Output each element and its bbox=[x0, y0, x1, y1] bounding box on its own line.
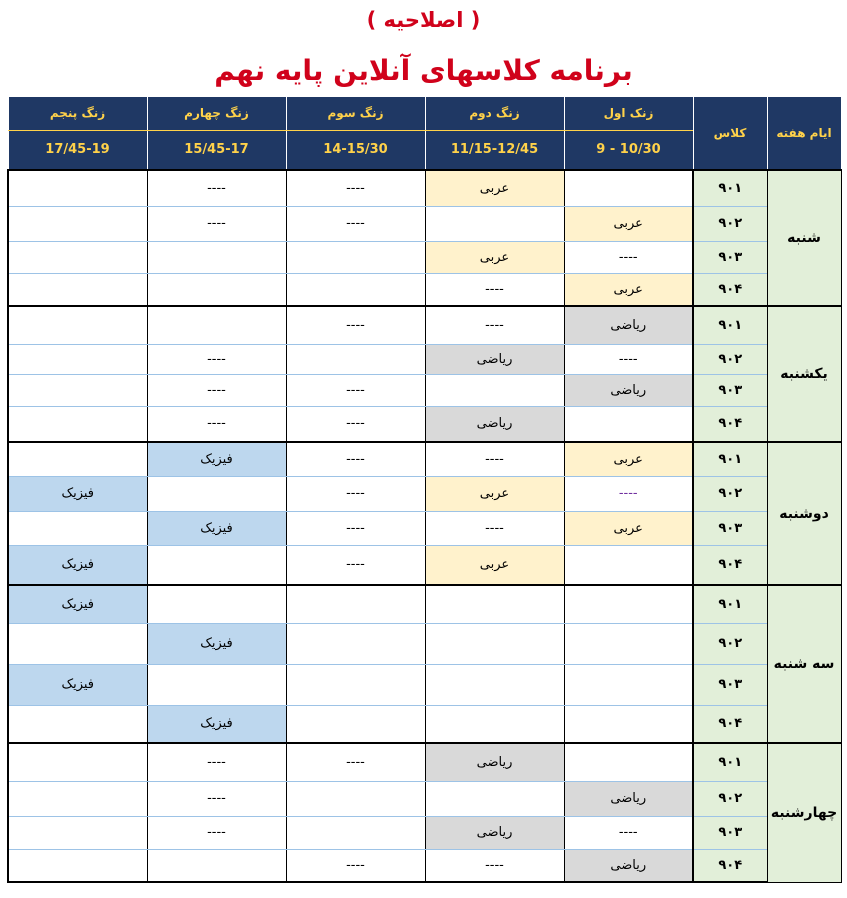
table-row bbox=[8, 816, 841, 849]
schedule-cell: ریاضی bbox=[564, 306, 693, 344]
schedule-cell bbox=[286, 585, 425, 623]
class-number: ۹۰۳ bbox=[693, 511, 767, 545]
table-row bbox=[8, 476, 841, 511]
schedule-cell bbox=[8, 442, 147, 476]
table-row bbox=[8, 743, 841, 781]
schedule-cell bbox=[8, 374, 147, 406]
schedule-cell: ---- bbox=[286, 406, 425, 442]
schedule-cell: ریاضی bbox=[564, 849, 693, 882]
table-row bbox=[8, 664, 841, 705]
schedule-cell bbox=[8, 743, 147, 781]
schedule-cell bbox=[8, 344, 147, 374]
schedule-cell bbox=[8, 241, 147, 273]
class-number: ۹۰۲ bbox=[693, 623, 767, 664]
header-period-3-label: زنگ سوم bbox=[286, 97, 425, 130]
class-number: ۹۰۳ bbox=[693, 664, 767, 705]
schedule-cell bbox=[147, 664, 286, 705]
table-row bbox=[8, 705, 841, 743]
schedule-cell: ریاضی bbox=[564, 374, 693, 406]
class-number: ۹۰۲ bbox=[693, 781, 767, 816]
schedule-cell: ریاضی bbox=[564, 781, 693, 816]
header-period-4-time: 15/45-17 bbox=[147, 130, 286, 170]
schedule-cell bbox=[8, 623, 147, 664]
day-name: شنبه bbox=[767, 170, 841, 306]
schedule-cell: ---- bbox=[147, 206, 286, 241]
schedule-cell: عربی bbox=[564, 273, 693, 306]
header-period-4-label: زنگ چهارم bbox=[147, 97, 286, 130]
schedule-cell bbox=[564, 170, 693, 206]
schedule-cell bbox=[425, 781, 564, 816]
table-row bbox=[8, 170, 841, 206]
class-number: ۹۰۲ bbox=[693, 344, 767, 374]
schedule-table bbox=[7, 97, 842, 883]
schedule-cell: ریاضی bbox=[425, 816, 564, 849]
schedule-cell bbox=[564, 545, 693, 585]
schedule-cell: ---- bbox=[286, 849, 425, 882]
table-row bbox=[8, 545, 841, 585]
schedule-cell bbox=[286, 781, 425, 816]
header-period-1-time: 9 - 10/30 bbox=[564, 130, 693, 170]
class-number: ۹۰۲ bbox=[693, 206, 767, 241]
schedule-cell bbox=[425, 374, 564, 406]
schedule-cell: عربی bbox=[425, 241, 564, 273]
schedule-cell bbox=[564, 743, 693, 781]
table-row bbox=[8, 623, 841, 664]
schedule-cell: ---- bbox=[564, 241, 693, 273]
schedule-cell bbox=[8, 273, 147, 306]
schedule-cell: ---- bbox=[286, 170, 425, 206]
class-number: ۹۰۳ bbox=[693, 241, 767, 273]
schedule-cell: فیزیک bbox=[147, 705, 286, 743]
header-class-column: کلاس bbox=[693, 97, 767, 170]
schedule-cell: ---- bbox=[425, 511, 564, 545]
header-period-1-label: زنک اول bbox=[564, 97, 693, 130]
schedule-cell: ---- bbox=[286, 545, 425, 585]
schedule-cell: ریاضی bbox=[425, 406, 564, 442]
schedule-cell bbox=[564, 406, 693, 442]
schedule-cell bbox=[147, 849, 286, 882]
schedule-cell bbox=[8, 511, 147, 545]
schedule-cell bbox=[425, 664, 564, 705]
table-row bbox=[8, 511, 841, 545]
schedule-cell: ---- bbox=[425, 442, 564, 476]
schedule-cell: ---- bbox=[425, 273, 564, 306]
header-period-2-time: 11/15-12/45 bbox=[425, 130, 564, 170]
class-number: ۹۰۱ bbox=[693, 585, 767, 623]
schedule-cell bbox=[8, 781, 147, 816]
schedule-cell: ---- bbox=[286, 206, 425, 241]
schedule-cell bbox=[425, 585, 564, 623]
schedule-cell: ---- bbox=[286, 442, 425, 476]
schedule-cell bbox=[425, 623, 564, 664]
class-number: ۹۰۴ bbox=[693, 545, 767, 585]
schedule-cell: ---- bbox=[564, 476, 693, 511]
schedule-cell bbox=[8, 705, 147, 743]
schedule-cell: ---- bbox=[286, 476, 425, 511]
schedule-cell: ---- bbox=[286, 743, 425, 781]
class-number: ۹۰۱ bbox=[693, 170, 767, 206]
schedule-cell bbox=[564, 585, 693, 623]
schedule-cell: ---- bbox=[147, 816, 286, 849]
schedule-cell: ---- bbox=[147, 170, 286, 206]
schedule-cell: فیزیک bbox=[8, 664, 147, 705]
schedule-cell bbox=[425, 206, 564, 241]
schedule-cell: ---- bbox=[147, 781, 286, 816]
table-row bbox=[8, 442, 841, 476]
schedule-cell bbox=[286, 344, 425, 374]
schedule-cell bbox=[564, 623, 693, 664]
revision-note: ( اصلاحیه ) bbox=[366, 8, 481, 32]
schedule-body bbox=[8, 170, 841, 882]
schedule-cell bbox=[286, 241, 425, 273]
schedule-cell: ---- bbox=[564, 816, 693, 849]
header-period-3-time: 14-15/30 bbox=[286, 130, 425, 170]
class-number: ۹۰۴ bbox=[693, 705, 767, 743]
day-name: یکشنبه bbox=[767, 306, 841, 442]
class-number: ۹۰۳ bbox=[693, 374, 767, 406]
schedule-cell: عربی bbox=[564, 442, 693, 476]
schedule-cell: ---- bbox=[425, 849, 564, 882]
schedule-cell: ---- bbox=[286, 306, 425, 344]
class-number: ۹۰۳ bbox=[693, 816, 767, 849]
table-row bbox=[8, 306, 841, 344]
schedule-cell bbox=[147, 306, 286, 344]
day-name: چهارشنبه bbox=[767, 743, 841, 882]
schedule-cell: ---- bbox=[147, 406, 286, 442]
schedule-cell bbox=[286, 664, 425, 705]
schedule-cell bbox=[147, 273, 286, 306]
schedule-cell bbox=[425, 705, 564, 743]
schedule-cell: ریاضی bbox=[425, 743, 564, 781]
schedule-cell bbox=[147, 241, 286, 273]
schedule-cell bbox=[286, 705, 425, 743]
table-row bbox=[8, 781, 841, 816]
table-row bbox=[8, 241, 841, 273]
schedule-cell: ---- bbox=[147, 374, 286, 406]
schedule-cell bbox=[564, 664, 693, 705]
schedule-cell: ---- bbox=[286, 511, 425, 545]
page-title: برنامه کلاسهای آنلاین پایه نهم bbox=[214, 54, 633, 87]
schedule-cell bbox=[8, 306, 147, 344]
day-name: دوشنبه bbox=[767, 442, 841, 585]
schedule-cell: فیزیک bbox=[8, 545, 147, 585]
schedule-cell: ---- bbox=[147, 743, 286, 781]
class-number: ۹۰۴ bbox=[693, 406, 767, 442]
header-period-2-label: زنگ دوم bbox=[425, 97, 564, 130]
schedule-cell: فیزیک bbox=[147, 511, 286, 545]
table-row bbox=[8, 206, 841, 241]
class-number: ۹۰۱ bbox=[693, 306, 767, 344]
schedule-cell bbox=[8, 170, 147, 206]
table-row bbox=[8, 849, 841, 882]
schedule-cell bbox=[147, 476, 286, 511]
schedule-cell: عربی bbox=[425, 476, 564, 511]
schedule-cell: فیزیک bbox=[147, 623, 286, 664]
schedule-cell: عربی bbox=[564, 511, 693, 545]
schedule-cell: ---- bbox=[425, 306, 564, 344]
schedule-cell bbox=[8, 206, 147, 241]
header-day-column: ایام هفته bbox=[767, 97, 841, 170]
class-number: ۹۰۱ bbox=[693, 442, 767, 476]
schedule-cell bbox=[147, 545, 286, 585]
schedule-cell: عربی bbox=[425, 545, 564, 585]
schedule-cell bbox=[8, 406, 147, 442]
header-period-5-time: 17/45-19 bbox=[8, 130, 147, 170]
table-row bbox=[8, 585, 841, 623]
header-period-5-label: زنگ پنجم bbox=[8, 97, 147, 130]
schedule-cell: ---- bbox=[147, 344, 286, 374]
schedule-cell bbox=[286, 273, 425, 306]
schedule-cell bbox=[147, 585, 286, 623]
class-number: ۹۰۴ bbox=[693, 273, 767, 306]
schedule-cell: ---- bbox=[564, 344, 693, 374]
schedule-cell bbox=[8, 849, 147, 882]
class-number: ۹۰۱ bbox=[693, 743, 767, 781]
schedule-cell: فیزیک bbox=[8, 585, 147, 623]
table-row bbox=[8, 344, 841, 374]
schedule-cell: عربی bbox=[564, 206, 693, 241]
schedule-cell bbox=[564, 705, 693, 743]
schedule-cell bbox=[286, 816, 425, 849]
schedule-cell: ریاضی bbox=[425, 344, 564, 374]
schedule-cell bbox=[8, 816, 147, 849]
class-number: ۹۰۴ bbox=[693, 849, 767, 882]
table-row bbox=[8, 273, 841, 306]
class-number: ۹۰۲ bbox=[693, 476, 767, 511]
schedule-cell: عربی bbox=[425, 170, 564, 206]
schedule-cell: ---- bbox=[286, 374, 425, 406]
schedule-cell: فیزیک bbox=[147, 442, 286, 476]
table-row bbox=[8, 406, 841, 442]
day-name: سه شنبه bbox=[767, 585, 841, 743]
schedule-cell bbox=[286, 623, 425, 664]
table-row bbox=[8, 374, 841, 406]
schedule-cell: فیزیک bbox=[8, 476, 147, 511]
